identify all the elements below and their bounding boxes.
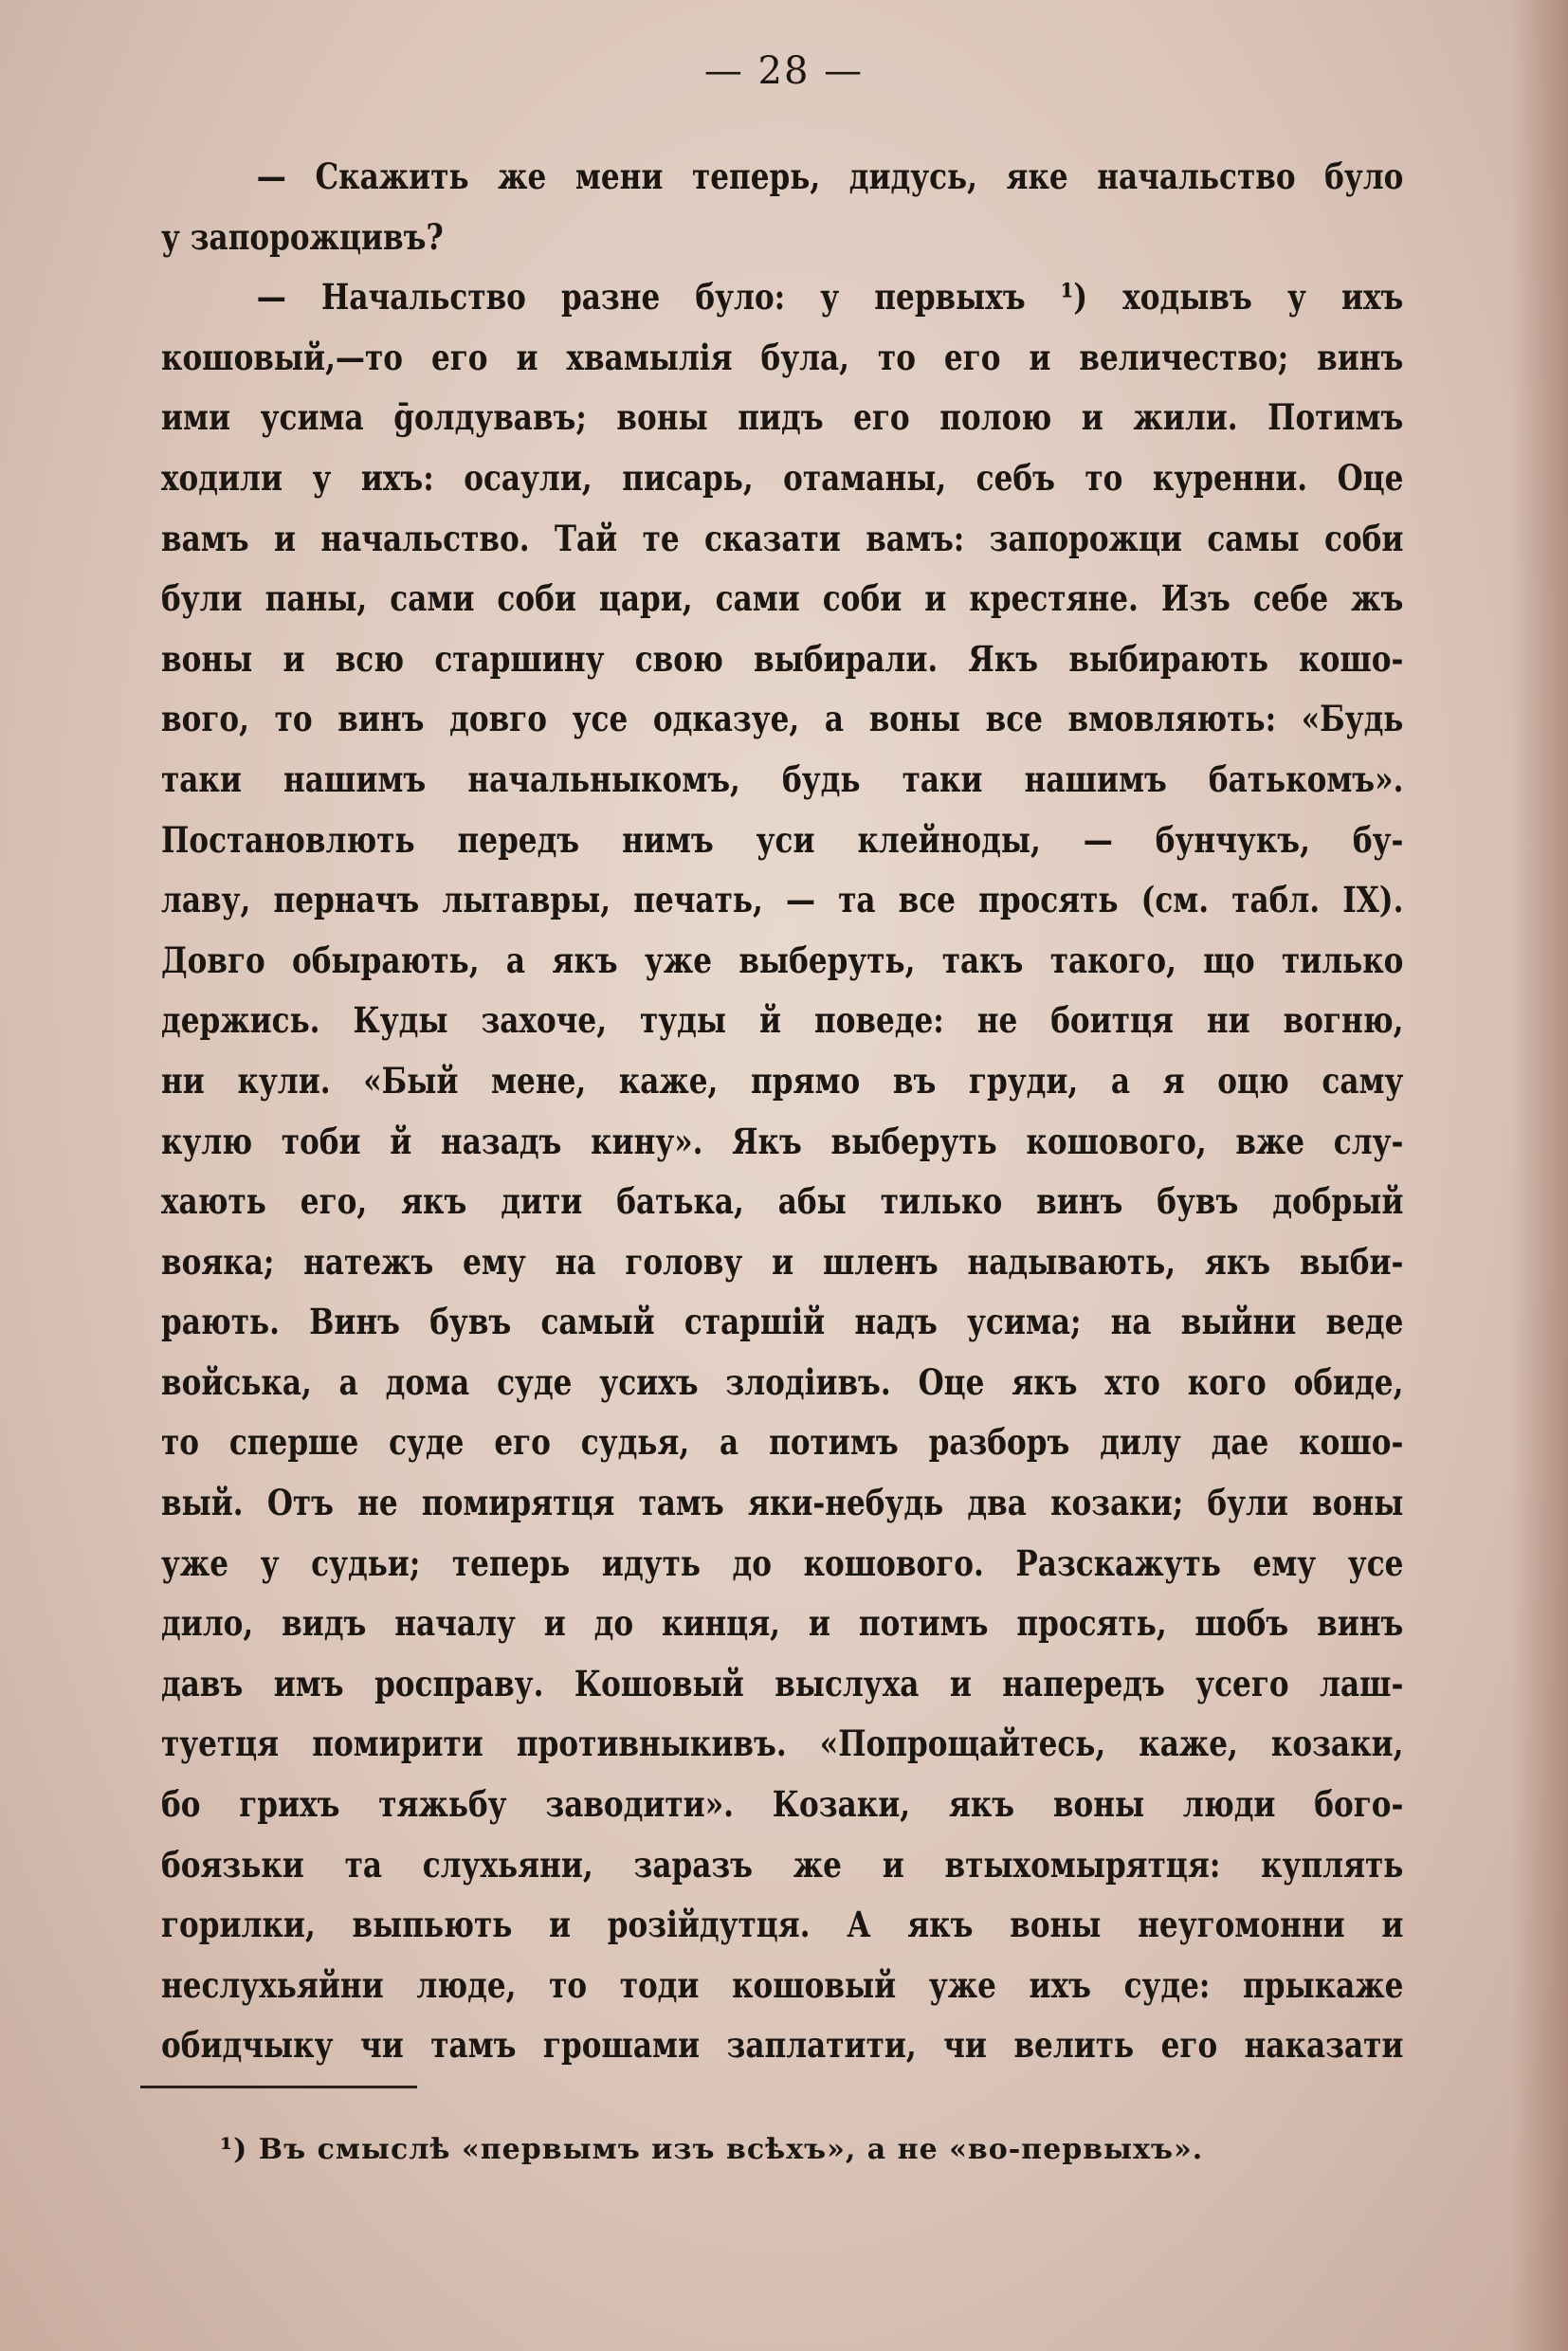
text-line: Довго обырають, а якъ уже выберуть, такъ такого, що тилько — [161, 939, 1404, 981]
text-line: ни кули. «Бый мене, каже, прямо въ груди, а я оцю саму — [161, 1059, 1404, 1102]
text-line: вояка; натежъ ему на голову и шленъ надывають, якъ выби- — [161, 1240, 1404, 1283]
text-line: у запорожцивъ? — [161, 215, 444, 258]
text-line: ими усима ḡолдувавъ; воны пидъ его полою и жили. Потимъ — [161, 396, 1404, 439]
text-line: вамъ и начальство. Тай те сказати вамъ: запорожци самы соби — [161, 517, 1404, 559]
page-edge-shadow — [1511, 0, 1568, 2351]
text-line: рають. Винъ бувъ самый старшій надъ усима; на выйни веде — [161, 1301, 1404, 1343]
footnote: ¹) Въ смыслѣ «первымъ изъ всѣхъ», а не «во-первыхъ». — [220, 2133, 1204, 2166]
text-line: кошовый,—то его и хвамылія була, то его и величество; винъ — [161, 336, 1404, 378]
text-line: боязьки та слухьяни, заразъ же и втыхомырятця: куплять — [161, 1843, 1404, 1886]
text-line: були паны, сами соби цари, сами соби и крестяне. Изъ себе жъ — [161, 577, 1404, 620]
text-line: давъ имъ росправу. Кошовый выслуха и напередъ усего лаш- — [161, 1662, 1404, 1704]
text-line: Постановлють передъ нимъ уси клейноды, — бунчукъ, бу- — [161, 818, 1404, 861]
text-line: обидчыку чи тамъ грошами заплатити, чи велить его наказати — [161, 2024, 1404, 2067]
footnote-divider — [140, 2086, 417, 2088]
text-line: бо грихъ тяжьбу заводити». Козаки, якъ воны люди бого- — [161, 1783, 1404, 1826]
text-line: вого, то винъ довго усе одказуе, а воны все вмовляють: «Будь — [161, 698, 1404, 740]
text-line: уже у судьи; теперь идуть до кошового. Разскажуть ему усе — [161, 1541, 1404, 1584]
text-line: дило, видъ началу и до кинця, и потимъ просять, шобъ винъ — [161, 1602, 1404, 1645]
text-line: — Скажить же мени теперь, дидусь, яке начальство було — [256, 155, 1404, 197]
text-line: кулю тоби й назадъ кину». Якъ выберуть кошового, вже слу- — [161, 1120, 1404, 1162]
text-line: вый. Отъ не помирятця тамъ яки-небудь два козаки; були воны — [161, 1482, 1404, 1524]
page-number: — 28 — — [703, 49, 865, 93]
text-line: таки нашимъ начальныкомъ, будь таки нашимъ батькомъ». — [161, 757, 1404, 800]
text-line: то сперше суде его судья, а потимъ разборъ дилу дае кошо- — [161, 1421, 1404, 1464]
text-line: воны и всю старшину свою выбирали. Якъ выбирають кошо- — [161, 637, 1404, 680]
text-line: лаву, перначъ лытавры, печать, — та все просять (см. табл. IX). — [161, 879, 1404, 921]
body-text — [161, 147, 1403, 2076]
text-line: туетця помирити противныкивъ. «Попрощайтесь, каже, козаки, — [161, 1722, 1404, 1765]
text-line: хають его, якъ дити батька, абы тилько винъ бувъ добрый — [161, 1180, 1404, 1223]
text-line: держись. Куды захоче, туды й поведе: не боитця ни вогню, — [161, 999, 1404, 1042]
text-line: ходили у ихъ: осаули, писарь, отаманы, себъ то куренни. Оце — [161, 456, 1404, 499]
text-line: — Начальство разне було: у первыхъ ¹) ходывъ у ихъ — [256, 276, 1404, 319]
text-line: неслухьяйни люде, то тоди кошовый уже ихъ суде: прыкаже — [161, 1963, 1404, 2006]
text-line: войська, а дома суде усихъ злодіивъ. Оце якъ хто кого обиде, — [161, 1360, 1404, 1403]
text-line: горилки, выпьють и розійдутця. А якъ воны неугомонни и — [161, 1904, 1404, 1946]
